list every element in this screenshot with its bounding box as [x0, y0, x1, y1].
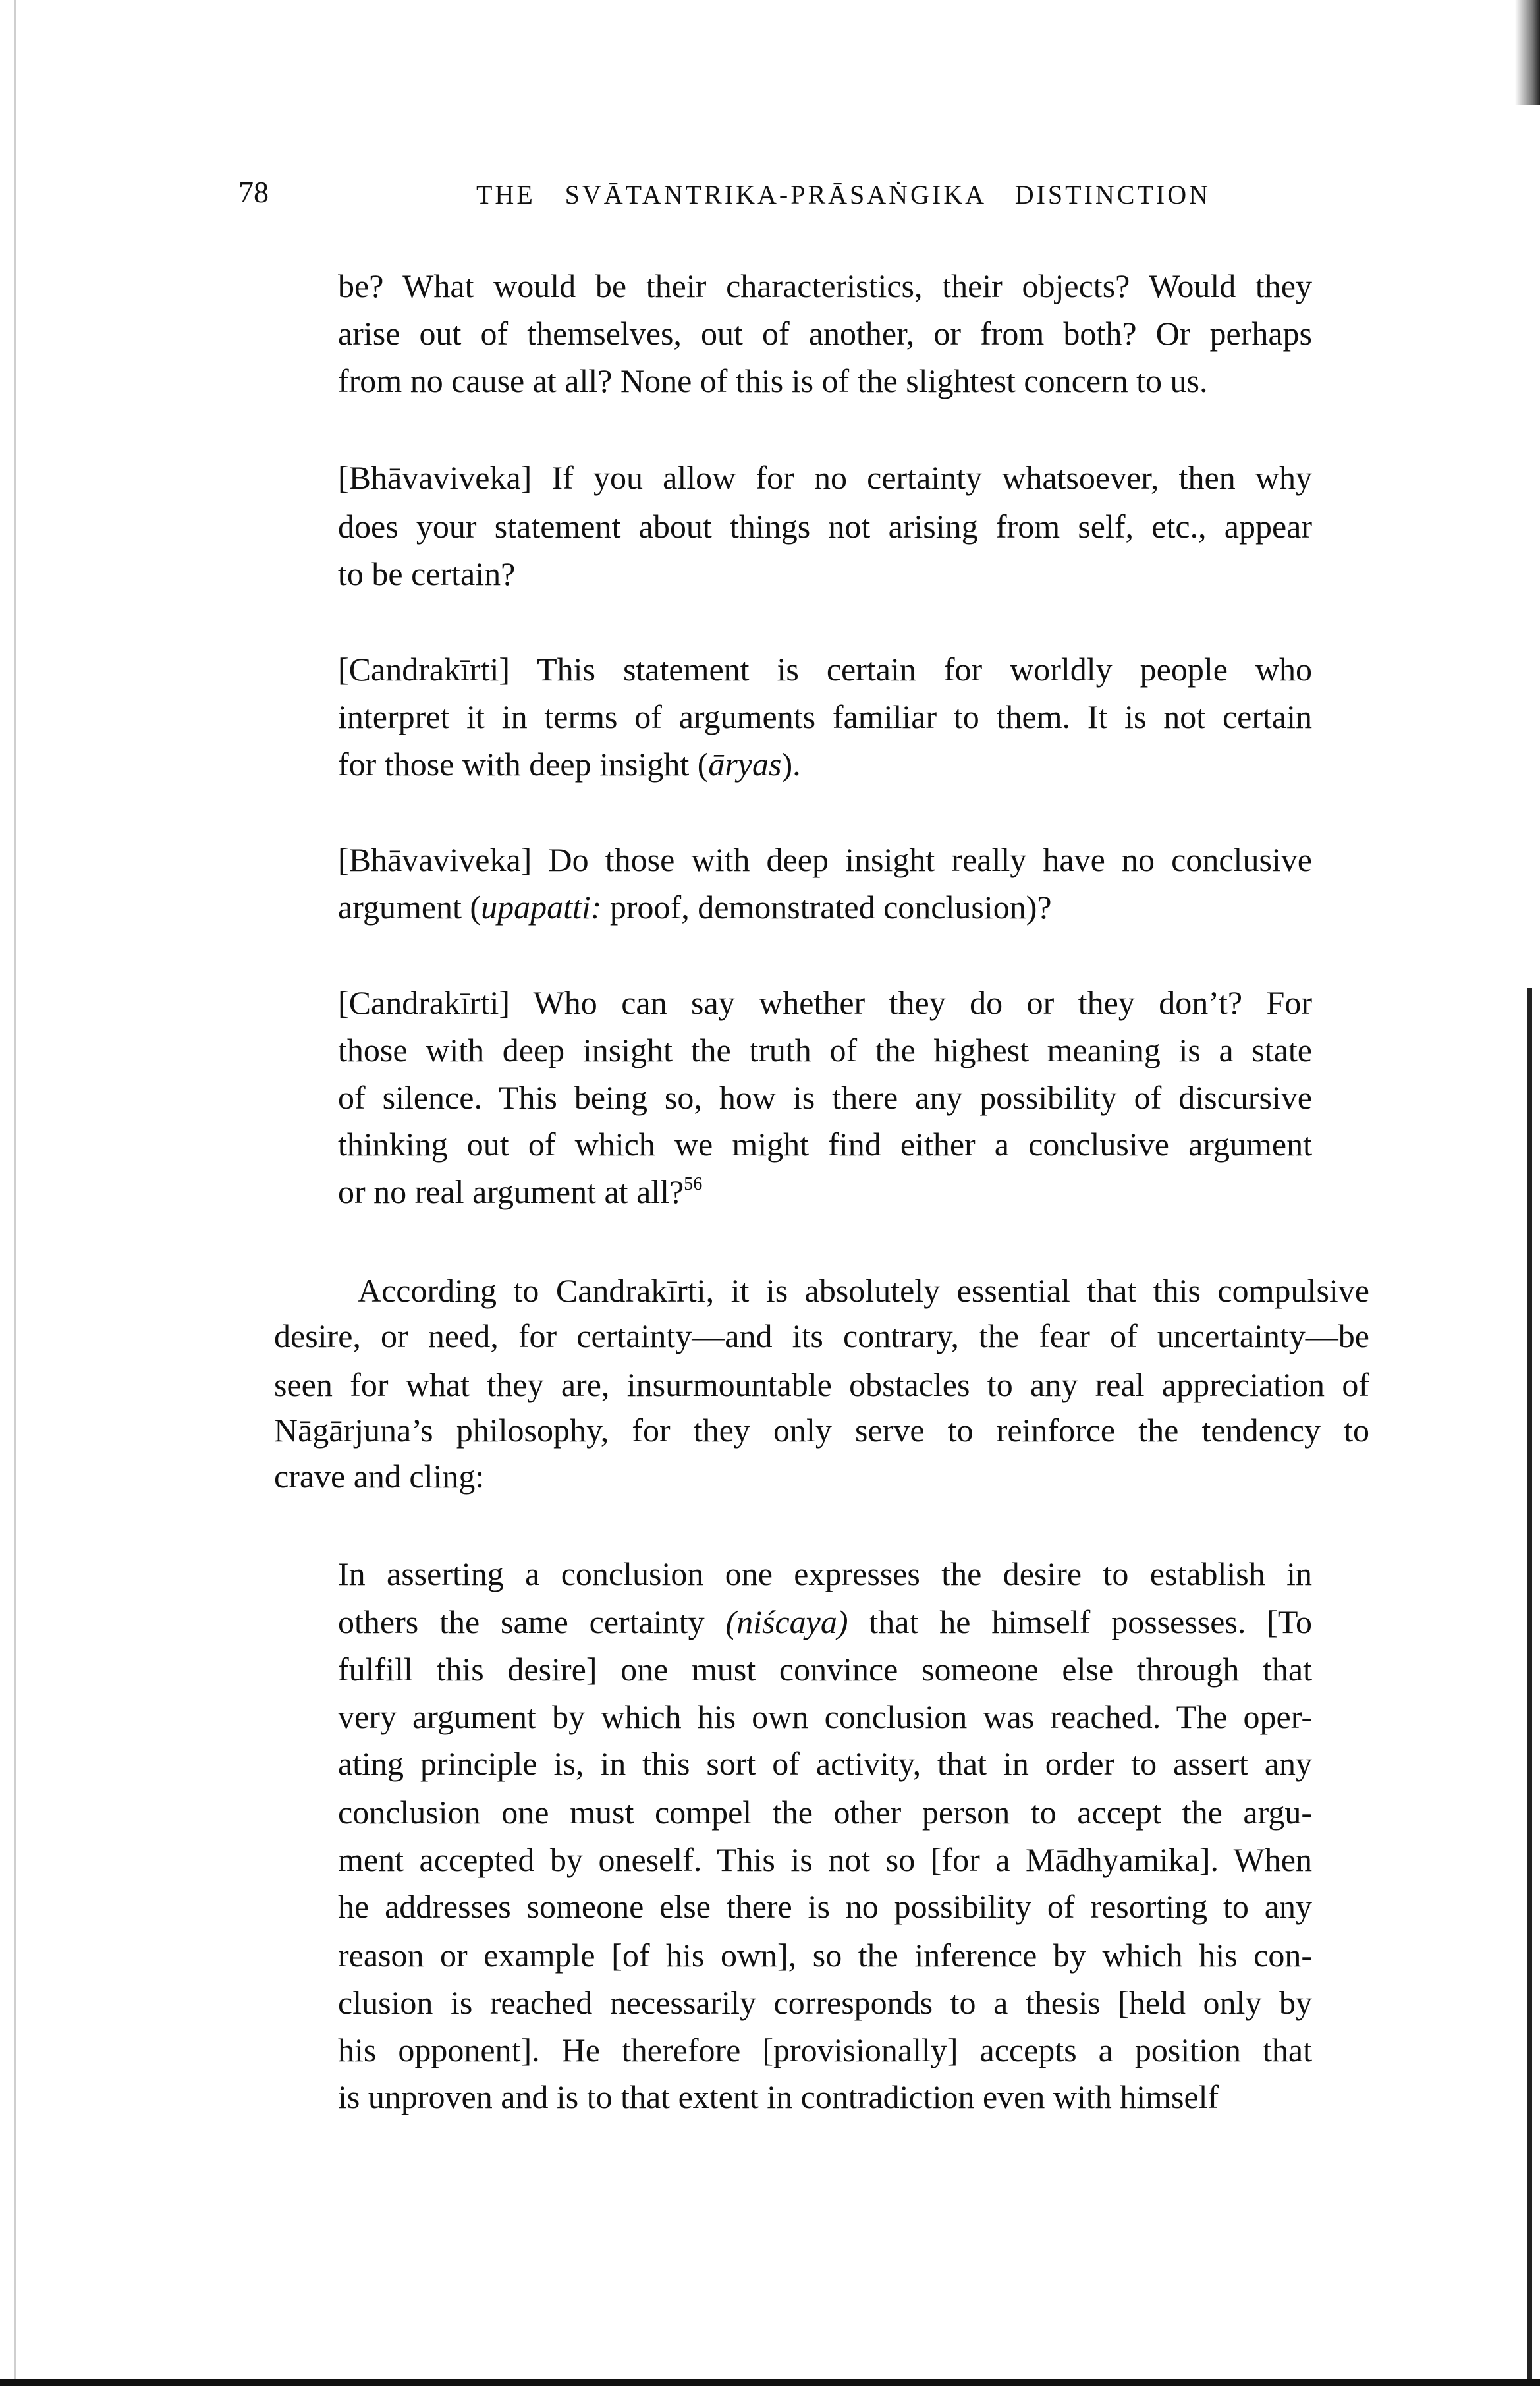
text-run: In asserting a conclusion one expresses the desire to establish in: [338, 1555, 1312, 1592]
text-line: [338, 979, 1312, 1026]
text-line: [338, 550, 1312, 597]
text-line: [338, 310, 1312, 357]
text-run: for those with deep insight (: [338, 746, 709, 783]
text-line: [338, 1646, 1312, 1693]
text-run: seen for what they are, insurmountable obstacles to any real appreciation of: [274, 1366, 1369, 1403]
text-run: to be certain?: [338, 555, 516, 592]
text-run: that he himself possesses. [To: [848, 1603, 1312, 1640]
scan-shadow-corner: [1515, 0, 1540, 105]
text-line: [338, 2026, 1312, 2074]
text-run: of silence. This being so, how is there any possibility of discursive: [338, 1079, 1312, 1116]
running-title: THE SVĀTANTRIKA-PRĀSAṄGIKA DISTINCTION: [476, 180, 1211, 209]
text-line: [338, 1789, 1312, 1836]
text-run: or no real argument at all?: [338, 1173, 684, 1210]
text-line: [338, 646, 1312, 693]
text-line: [338, 1740, 1312, 1787]
footnote-marker: 56: [684, 1174, 703, 1194]
text-run: argument (: [338, 889, 481, 926]
text-line: [338, 1931, 1312, 1979]
text-line: [274, 1312, 1369, 1360]
italic-term: (niścaya): [725, 1603, 848, 1640]
text-run: from no cause at all? None of this is of the slightest concern to us.: [338, 362, 1208, 399]
text-run: crave and cling:: [274, 1458, 485, 1495]
text-line: [338, 740, 1312, 788]
text-run: clusion is reached necessarily corresponds to a thesis [held only by: [338, 1984, 1312, 2021]
text-run: reason or example [of his own], so the inference by which his con-: [338, 1937, 1312, 1974]
scan-edge-bottom: [0, 2379, 1540, 2386]
text-run: ).: [781, 746, 801, 783]
text-line: [338, 1550, 1312, 1597]
italic-term: upapatti:: [481, 889, 602, 926]
text-run: conclusion one must compel the other person to accept the argu-: [338, 1794, 1312, 1831]
text-line: [338, 1979, 1312, 2026]
text-line: [338, 1883, 1312, 1930]
text-line: [338, 357, 1312, 404]
text-run: desire, or need, for certainty—and its contrary, the fear of uncertainty—be: [274, 1318, 1369, 1354]
text-line: [338, 693, 1312, 740]
text-run: those with deep insight the truth of the highest meaning is a state: [338, 1032, 1312, 1068]
text-run: ment accepted by oneself. This is not so [for a Mādhyamika]. When: [338, 1841, 1312, 1878]
text-line: [274, 1406, 1369, 1454]
text-run: others the same certainty: [338, 1603, 726, 1640]
text-run: does your statement about things not arising from self, etc., appear: [338, 508, 1312, 545]
text-run: fulfill this desire] one must convince someone else through that: [338, 1651, 1312, 1688]
text-run: [Bhāvaviveka] Do those with deep insight really have no conclusive: [338, 841, 1312, 878]
text-run: interpret it in terms of arguments familiar to them. It is not certain: [338, 698, 1312, 735]
text-run: be? What would be their characteristics, their objects? Would they: [338, 267, 1312, 304]
scan-edge-right: [1527, 988, 1532, 2386]
text-line: [358, 1267, 1369, 1314]
text-run: proof, demonstrated conclusion)?: [601, 889, 1052, 926]
text-line: [274, 1453, 1369, 1500]
text-line: [338, 1074, 1312, 1121]
text-line: [338, 1121, 1312, 1168]
text-line: [338, 1598, 1312, 1646]
text-run: Nāgārjuna’s philosophy, for they only serve to reinforce the tendency to: [274, 1412, 1369, 1449]
text-run: [Candrakīrti] Who can say whether they do or they don’t? For: [338, 984, 1312, 1021]
text-line: [338, 454, 1312, 501]
text-line: [338, 1168, 1312, 1215]
text-run: thinking out of which we might find either a conclusive argument: [338, 1126, 1312, 1163]
text-line: [338, 836, 1312, 883]
text-run: arise out of themselves, out of another, or from both? Or perhaps: [338, 315, 1312, 352]
text-line: [338, 1026, 1312, 1074]
text-run: very argument by which his own conclusion was reached. The oper-: [338, 1698, 1312, 1735]
page-number: 78: [238, 175, 269, 209]
text-run: his opponent]. He therefore [provisionally] accepts a position that: [338, 2032, 1312, 2068]
text-run: [Bhāvaviveka] If you allow for no certainty whatsoever, then why: [338, 459, 1312, 496]
text-line: [338, 1836, 1312, 1883]
text-line: [338, 262, 1312, 310]
text-run: [Candrakīrti] This statement is certain for worldly people who: [338, 651, 1312, 688]
text-line: [338, 883, 1312, 931]
text-line: [274, 1361, 1369, 1408]
text-line: [338, 2073, 1312, 2121]
text-line: [338, 503, 1312, 550]
text-line: [338, 1693, 1312, 1740]
scan-edge-left: [14, 0, 16, 2386]
text-run: he addresses someone else there is no possibility of resorting to any: [338, 1888, 1312, 1925]
italic-term: āryas: [708, 746, 782, 783]
text-run: is unproven and is to that extent in contradiction even with himself: [338, 2078, 1219, 2115]
text-run: According to Candrakīrti, it is absolutely essential that this compulsive: [358, 1272, 1369, 1309]
text-run: ating principle is, in this sort of activity, that in order to assert any: [338, 1745, 1312, 1782]
